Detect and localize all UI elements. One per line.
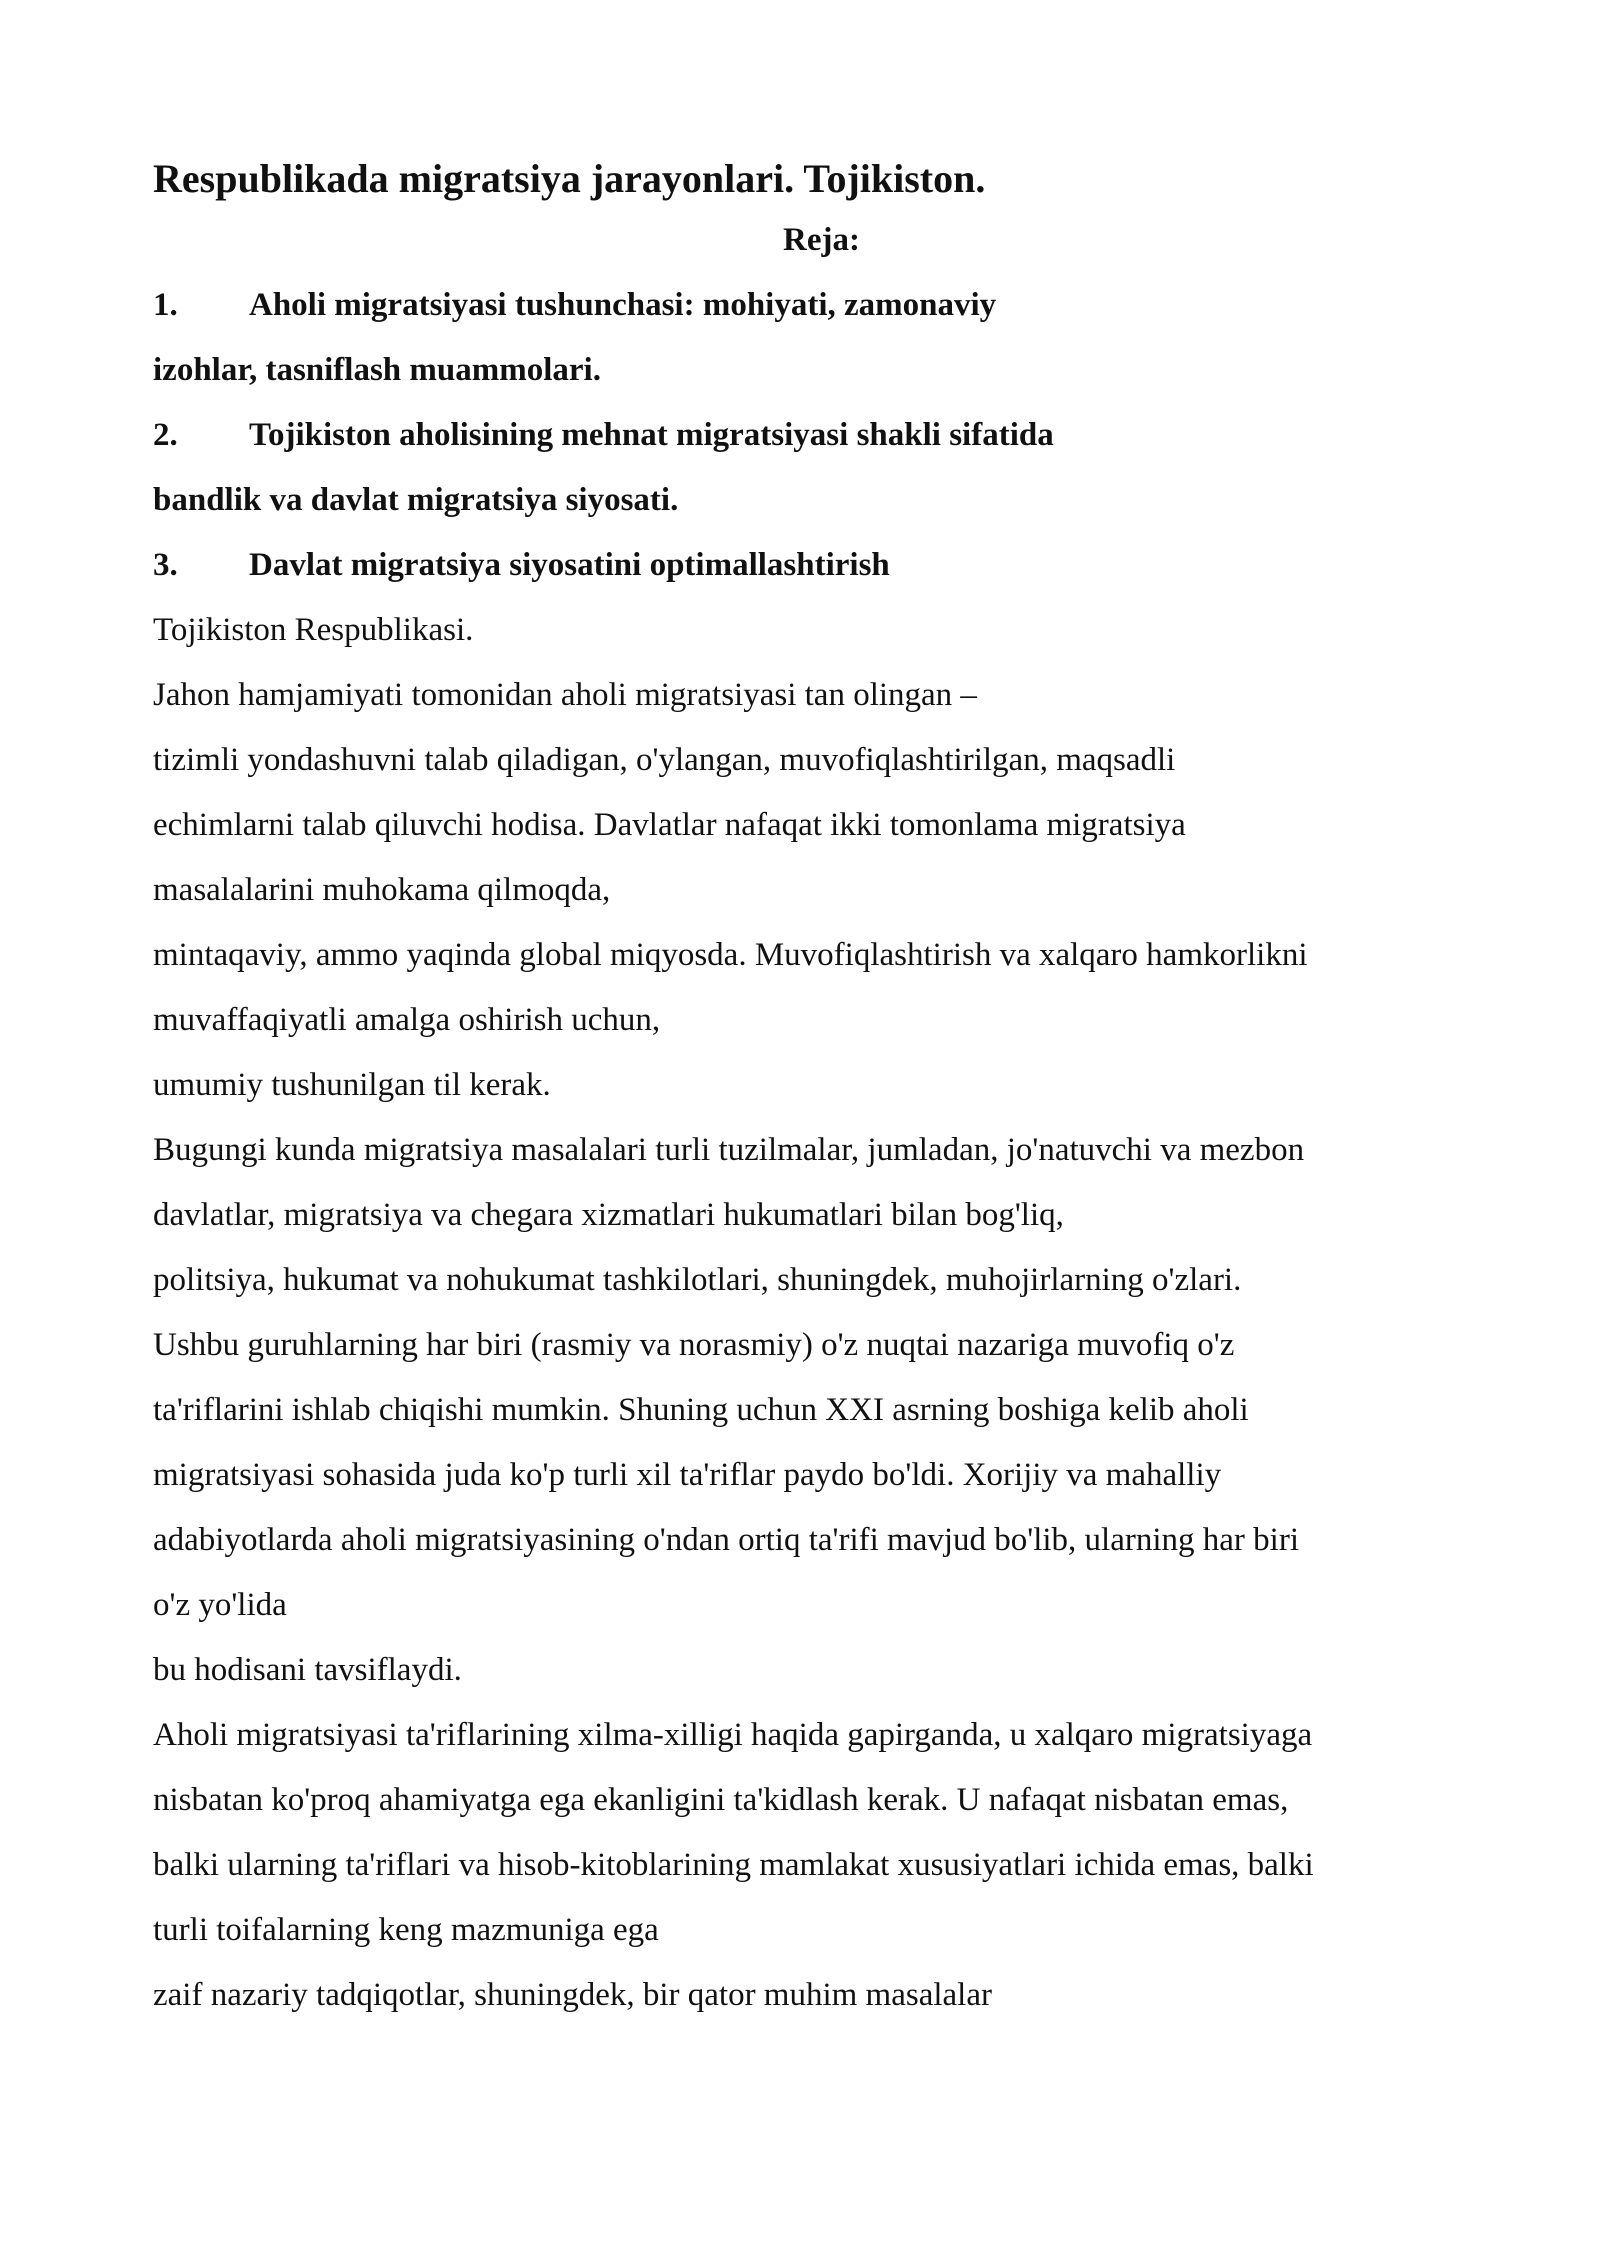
body-line: Tojikiston Respublikasi. bbox=[153, 612, 474, 648]
body-line: tizimli yondashuvni talab qiladigan, o'ylangan, muvofiqlashtirilgan, maqsadli bbox=[153, 742, 1176, 778]
body-line: mintaqaviy, ammo yaqinda global miqyosda. Muvofiqlashtirish va xalqaro hamkorlikni bbox=[153, 937, 1308, 973]
plan-item-1-continuation: izohlar, tasniflash muammolari. bbox=[153, 352, 601, 388]
plan-item-text: Davlat migratsiya siyosatini optimallashtirish bbox=[249, 547, 890, 583]
body-line: balki ularning ta'riflari va hisob-kitoblarining mamlakat xususiyatlari ichida emas, balki bbox=[153, 1847, 1314, 1883]
body-line: umumiy tushunilgan til kerak. bbox=[153, 1067, 551, 1103]
body-line: nisbatan ko'proq ahamiyatga ega ekanligini ta'kidlash kerak. U nafaqat nisbatan emas, bbox=[153, 1782, 1289, 1818]
plan-heading: Reja: bbox=[783, 222, 860, 258]
body-line: Bugungi kunda migratsiya masalalari turli tuzilmalar, jumladan, jo'natuvchi va mezbon bbox=[153, 1132, 1305, 1168]
body-line: masalalarini muhokama qilmoqda, bbox=[153, 872, 611, 908]
plan-item-number: 2. bbox=[153, 417, 178, 453]
plan-item-3 bbox=[153, 533, 1493, 598]
plan-item-1 bbox=[153, 273, 1493, 338]
body-line: zaif nazariy tadqiqotlar, shuningdek, bir qator muhim masalalar bbox=[153, 1977, 992, 2013]
plan-item-number: 3. bbox=[153, 547, 178, 583]
plan-item-2-continuation: bandlik va davlat migratsiya siyosati. bbox=[153, 482, 679, 518]
body-line: bu hodisani tavsiflaydi. bbox=[153, 1652, 462, 1688]
body-line: Jahon hamjamiyati tomonidan aholi migratsiyasi tan olingan – bbox=[153, 677, 977, 713]
body-line: politsiya, hukumat va nohukumat tashkilotlari, shuningdek, muhojirlarning o'zlari. bbox=[153, 1262, 1242, 1298]
plan-item-number: 1. bbox=[153, 287, 178, 323]
body-line: o'z yo'lida bbox=[153, 1587, 287, 1623]
plan-item-2 bbox=[153, 403, 1493, 468]
body-line: adabiyotlarda aholi migratsiyasining o'ndan ortiq ta'rifi mavjud bo'lib, ularning har biri bbox=[153, 1522, 1299, 1558]
body-line: turli toifalarning keng mazmuniga ega bbox=[153, 1912, 659, 1948]
body-line: Aholi migratsiyasi ta'riflarining xilma-xilligi haqida gapirganda, u xalqaro migratsiyaga bbox=[153, 1717, 1313, 1753]
document-title: Respublikada migratsiya jarayonlari. Tojikiston. bbox=[153, 156, 986, 201]
body-line: ta'riflarini ishlab chiqishi mumkin. Shuning uchun XXI asrning boshiga kelib aholi bbox=[153, 1392, 1249, 1428]
body-line: migratsiyasi sohasida juda ko'p turli xil ta'riflar paydo bo'ldi. Xorijiy va mahalliy bbox=[153, 1457, 1222, 1493]
body-line: davlatlar, migratsiya va chegara xizmatlari hukumatlari bilan bog'liq, bbox=[153, 1197, 1064, 1233]
body-line: Ushbu guruhlarning har biri (rasmiy va norasmiy) o'z nuqtai nazariga muvofiq o'z bbox=[153, 1327, 1235, 1363]
body-line: muvaffaqiyatli amalga oshirish uchun, bbox=[153, 1002, 661, 1038]
plan-item-text: Tojikiston aholisining mehnat migratsiyasi shakli sifatida bbox=[249, 417, 1054, 453]
document-content bbox=[153, 153, 1493, 2028]
plan-item-text: Aholi migratsiyasi tushunchasi: mohiyati, zamonaviy bbox=[249, 287, 997, 323]
body-line: echimlarni talab qiluvchi hodisa. Davlatlar nafaqat ikki tomonlama migratsiya bbox=[153, 807, 1186, 843]
